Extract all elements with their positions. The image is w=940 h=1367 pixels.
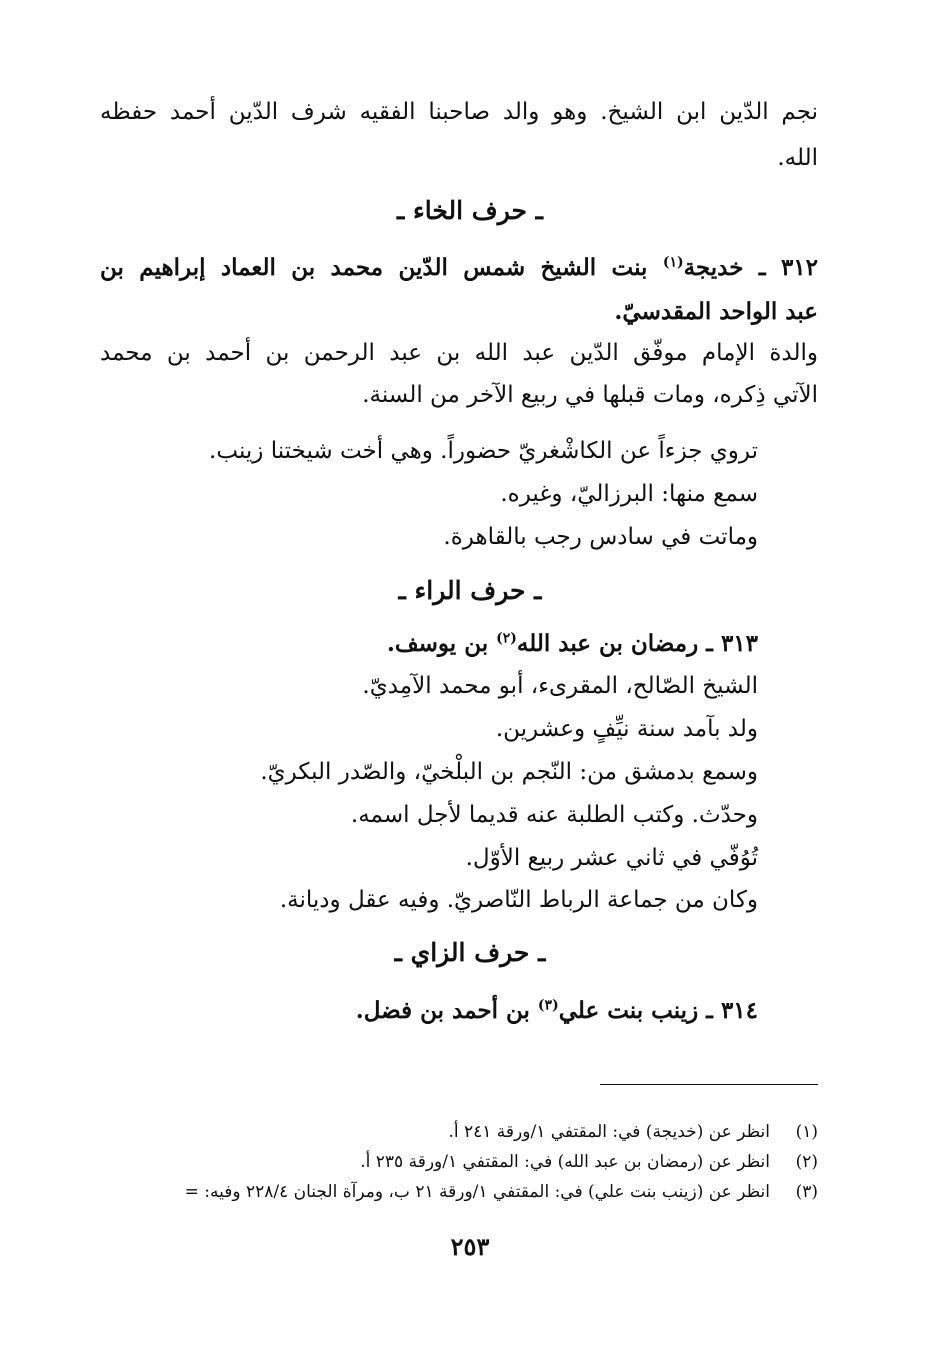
footnote-text: انظر عن (خديجة) في: المقتفي ١/ورقة ٢٤١ أ. — [448, 1122, 770, 1142]
entry-312-title — [100, 252, 818, 284]
footnote-3 — [185, 1180, 818, 1204]
text-line: والدة الإمام موفّق الدّين عبد الله بن عبد الرحمن بن أحمد بن محمد — [100, 340, 818, 366]
footnote-text: انظر عن (زينب بنت علي) في: المقتفي ١/ورقة ٢١ ب، ومرآة الجنان ٢٢٨/٤ وفيه: = — [184, 1182, 770, 1202]
page-number: ٢٥٣ — [450, 1232, 490, 1261]
footnote-1 — [448, 1120, 818, 1144]
text-line: وماتت في سادس رجب بالقاهرة. — [443, 524, 758, 550]
text-line: الشيخ الصّالح، المقرىء، أبو محمد الآمِديّ. — [362, 673, 758, 699]
text-line: سمع منها: البرزاليّ، وغيره. — [500, 481, 758, 507]
footnote-2 — [360, 1150, 818, 1174]
text-line: وسمع بدمشق من: النّجم بن البلْخيّ، والصّدر البكريّ. — [260, 759, 758, 785]
section-heading-zay: ـ حرف الزاي ـ — [394, 938, 546, 967]
section-heading-kha: ـ حرف الخاء ـ — [397, 196, 543, 225]
footnote-ref-3[interactable]: (٣) — [537, 997, 559, 1014]
footnote-text: انظر عن (رمضان بن عبد الله) في: المقتفي ١/ورقة ٢٣٥ أ. — [360, 1152, 770, 1172]
text-line: وحدّث. وكتب الطلبة عنه قديما لأجل اسمه. — [350, 802, 758, 828]
text-line: نجم الدّين ابن الشيخ. وهو والد صاحبنا الفقيه شرف الدّين أحمد حفظه — [100, 99, 818, 125]
entry-312-name: ٣١٢ ـ خديجة — [683, 254, 818, 281]
text-line: تُوُفّي في ثاني عشر ربيع الأوّل. — [465, 845, 758, 871]
footnote-separator — [600, 1084, 818, 1085]
entry-313-title — [387, 628, 758, 660]
footnote-number: (٢) — [795, 1152, 818, 1172]
entry-314-lineage: بن أحمد بن فضل. — [355, 997, 538, 1024]
text-line: وكان من جماعة الرباط النّاصريّ. وفيه عقل وديانة. — [279, 887, 758, 913]
entry-312-lineage: بنت الشيخ شمس الدّين محمد بن العماد إبراهيم بن — [100, 254, 663, 281]
footnote-number: (١) — [795, 1122, 818, 1142]
text-line: الآتي ذِكره، ومات قبلها في ربيع الآخر من السنة. — [362, 382, 818, 408]
text-line: تروي جزءاً عن الكاشْغريّ حضوراً. وهي أخت شيختنا زينب. — [209, 438, 758, 464]
text-line: الله. — [777, 145, 818, 171]
entry-312-title-cont: عبد الواحد المقدسيّ. — [614, 298, 818, 325]
entry-314-title — [356, 995, 758, 1027]
section-heading-ra: ـ حرف الراء ـ — [398, 576, 542, 605]
footnote-number: (٣) — [795, 1182, 818, 1202]
footnote-ref-2[interactable]: (٢) — [496, 630, 517, 647]
entry-313-name: ٣١٣ ـ رمضان بن عبد الله — [516, 630, 758, 657]
text-line: ولد بآمد سنة نيِّفٍ وعشرين. — [495, 716, 758, 742]
entry-314-name: ٣١٤ ـ زينب بنت علي — [558, 997, 758, 1024]
entry-313-lineage: بن يوسف. — [386, 630, 497, 657]
footnote-ref-1[interactable]: (١) — [662, 254, 684, 271]
